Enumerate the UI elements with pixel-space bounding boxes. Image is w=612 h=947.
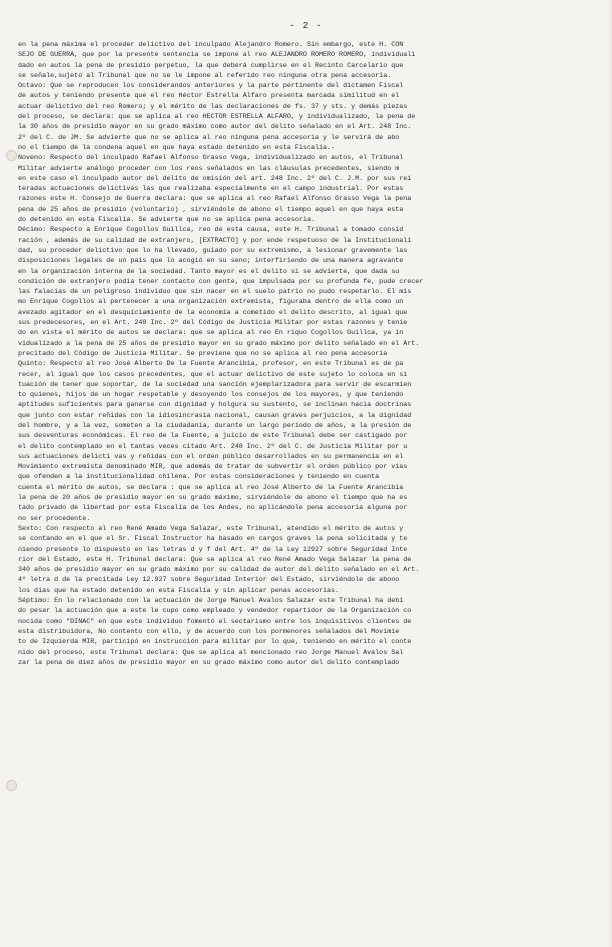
body-line: to de Izquierda MIR, participó en instrucción para militar por lo que, teniendo en mérito el conte [18, 638, 412, 647]
body-line: rior del Estado, este H. Tribunal declara: Que se aplica al reo René Amado Vega Salazar la pena de [18, 555, 412, 564]
body-line: el delito contemplado en el tantas veces citado Art. 248 Inc. 2º del C. de Justicia Militar por u [18, 442, 408, 451]
body-text [18, 40, 604, 668]
body-line: se señale,sujeto al Tribunal que no se le impone al referido reo ninguna otra pena accesoria. [18, 71, 392, 80]
page-number: - 2 - [289, 20, 323, 31]
body-line: la 30 años de presidio mayor en su grado máximo como autor del delito señalado en el Art. 248 Inc. [18, 123, 412, 132]
body-line: avezado agitador en el desquiciamiento de la economía a cometido el delito descrito, al igual que [18, 308, 408, 317]
body-line: 340 años de presidio mayor en su grado máximo por su calidad de autor del delito señalado en el Art. [18, 566, 420, 575]
body-line: ración , además de su calidad de extranjero, [EXTRACTO] y por ende respetuoso de la Institucionali [18, 236, 412, 245]
punch-hole [6, 150, 17, 161]
body-line: esta distribuidora, No contento con ello, y de acuerdo con los pormenores señalados del Movimie [18, 627, 400, 636]
body-line: de autos y teniendo presente que el reo Héctor Estrella Alfaro presenta marcada similitud en el [18, 92, 400, 101]
body-line: nocida como "DINAC" en que este individuo fomentó el sectarismo entre los inquisitivos clientes de [18, 617, 412, 626]
body-line: que junto con estar reñidas con la idiosincrasia nacional, causan graves perjuicios, a la dignidad [18, 411, 412, 420]
body-line: Noveno: Respecto del inculpado Rafael Alfonso Grasso Vega, individualizado en autos, el Tribunal [18, 154, 404, 163]
body-line: se contando en el que el Sr. Fiscal Instructor ha basado en cargos graves la pena solicitada y te [18, 535, 408, 544]
body-line: 2º del C. de JM. Se advierte que no se aplica al reo ninguna pena accesoria y le servirá de abo [18, 133, 400, 142]
body-line: zar la pena de diez años de presidio mayor en su grado máximo como autor del delito contemplado [18, 658, 400, 667]
body-line: do en vista el mérito de autos se declara: que se aplica al reo En riquo Cogollos Guillca, ya in [18, 329, 404, 338]
page-edge-shadow [608, 0, 612, 947]
body-line: to quienes, hijos de un hogar respetable y desoyendo los consejos de los mayores, y que teniendo [18, 391, 404, 400]
body-line: actuar delictivo del reo Romero; y el mérito de las declaraciones de fs. 37 y sts. y demás piezas [18, 102, 408, 111]
body-line: sus desventuras económicas. El reo de la Fuente, a juicio de este Tribunal debe ser castigado por [18, 432, 408, 441]
body-line: del proceso, se declara: que se aplica al reo HECTOR ESTRELLA ALFARO, y individualizado, la pena de [18, 113, 416, 122]
body-line: razones este H. Consejo de Guerra declara: que se aplica al reo Rafael Alfonso Grasso Vega la pena [18, 195, 412, 204]
body-line: Sexto: Con respecto al reo René Amado Vega Salazar, este Tribunal, atendido el mérito de autos y [18, 524, 404, 533]
body-line: en este caso el inculpado autor del delito de omisión del art. 248 Inc. 2º del C. J.M. por sus rei [18, 174, 412, 183]
body-line: SEJO DE GUERRA, que por la presente sentencia se impone al reo ALEJANDRO ROMERO ROMERO, individuali [18, 51, 416, 60]
punch-hole [6, 780, 17, 791]
body-line: 4º letra d de la precitada Ley 12.927 sobre Seguridad Interior del Estado, sirviéndole de abono [18, 576, 400, 585]
body-line: Militar advierte análogo proceder con los reos señalados en las cláusulas precedentes, siendo m [18, 164, 400, 173]
body-line: las falacias de un peligroso individuo que sin nacer en el suelo patrio no pudo respetarlo. El mis [18, 288, 412, 297]
body-line: Quinto: Respecto al reo José Alberto De la Fuente Arancibia, profesor, en este Tribunal es de pa [18, 360, 404, 369]
body-line: dado en autos la pena de presidio perpetuo, la que deberá cumplirse en el Recinto Carcelario que [18, 61, 404, 70]
body-line: pena de 25 años de presidio (voluntario) , sirviéndole de abono el tiempo aquel en que haya esta [18, 205, 404, 214]
body-line: en la pena máxima el proceder delictivo del inculpado Alejandro Romero. Sin embargo, este H. CON [18, 41, 404, 49]
body-line: del hombre, y a la vez, someten a la ciudadanía, durante un largo período de años, a la presión de [18, 421, 412, 430]
body-line: Séptimo: En lo relacionado con la actuación de Jorge Manuel Avalos Salazar este Tribunal ha debi [18, 597, 404, 606]
body-line: no el tiempo de la condena aquel en que haya estado detenido en esta Fiscalía.- [18, 143, 336, 152]
body-line: precitado del Código de Justicia Militar. Se previene que no se aplica al reo pena accesoria [18, 349, 388, 358]
body-line: nido del proceso, este Tribunal declara: Que se aplica al mencionado reo Jorge Manuel Avalos Sal [18, 648, 404, 657]
body-line: sus actuaciones delicti vas y reñidas con el orden público desarrollados en su permanencia en el [18, 452, 404, 461]
body-line: Décimo: Respecto a Enrique Cogollos Guillca, reo de esta causa, este H. Tribunal a tomado consid [18, 226, 404, 235]
body-line: no ser procedente. [18, 514, 91, 523]
body-line: aptitudes suficientes para ganarse con dignidad y holgura su sustento, se inclinan hacia doctrinas [18, 401, 412, 410]
body-line: la pena de 20 años de presidio mayor en su grado máximo, sirviéndole de abono el tiempo que ha es [18, 494, 408, 503]
body-line: Movimiento extremista denominado MIR, que además de tratar de subvertir el orden público por vías [18, 463, 408, 472]
body-line: condición de extranjero podía tener contacto con gente, que impulsada por su profunda fe, pude crecer [18, 277, 424, 286]
body-line: vidualizado a la pena de 25 años de presidio mayor en su grado máximo por delito señalado en el Art. [18, 339, 420, 348]
body-line: do detenido en esta Fiscalía. Se advierte que no se aplica pena accesoria. [18, 216, 315, 225]
body-line: tado privado de libertad por esta Fiscalía de los Andes, no aplicándole pena accesoria alguna por [18, 504, 408, 513]
body-line: cuenta el mérito de autos, se declara : que se aplica al reo José Alberto de la Fuente Arancibia [18, 483, 404, 492]
body-line: los días que ha estado detenido en esta Fiscalía y sin aplicar penas accesorias. [18, 586, 340, 595]
body-line: recer, al igual que los casos precedentes, que el actuar delictivo de este sujeto lo coloca en si [18, 370, 408, 379]
body-line: mo Enrique Cogollos al pertenecer a una organización extremista, figuraba dentro de ella como un [18, 298, 404, 307]
body-line: en la organización interna de la sociedad. Tanto mayor es el delito si se advierte, que dada su [18, 267, 400, 276]
body-line: dad, su proceder delictivo que lo ha llevado, guiado por su extremismo, a lesionar gravemente las [18, 246, 408, 255]
body-line: niendo presente lo dispuesto en las letras d y f del Art. 4º de la Ley 12927 sobre Seguridad Inte [18, 545, 408, 554]
body-line: tuación de tener que soportar, de la sociedad una sanción ejemplarizadora para servir de escarmien [18, 380, 412, 389]
body-line: Octavo: Que se reproducen los considerandos anteriores y la parte pertinente del dictamen Fiscal [18, 82, 404, 91]
body-line: teradas actuaciones delictivas las que realizaba especialmente en el campo industrial. Por estas [18, 185, 404, 194]
body-line: sus predecesores, en el Art. 248 Inc. 2º del Código de Justicia Militar por estas razones y tenie [18, 319, 408, 328]
body-line: disposiciones legales de un país que lo acogió en su seno; interfiriendo de una manera agravante [18, 257, 404, 266]
body-line: que ofenden a la institucionalidad chilena. Por estas consideraciones y teniendo en cuenta [18, 473, 380, 482]
body-line: do pesar la actuación que a este le cupo como empleado y vendedor repartidor de la Organización co [18, 607, 412, 616]
